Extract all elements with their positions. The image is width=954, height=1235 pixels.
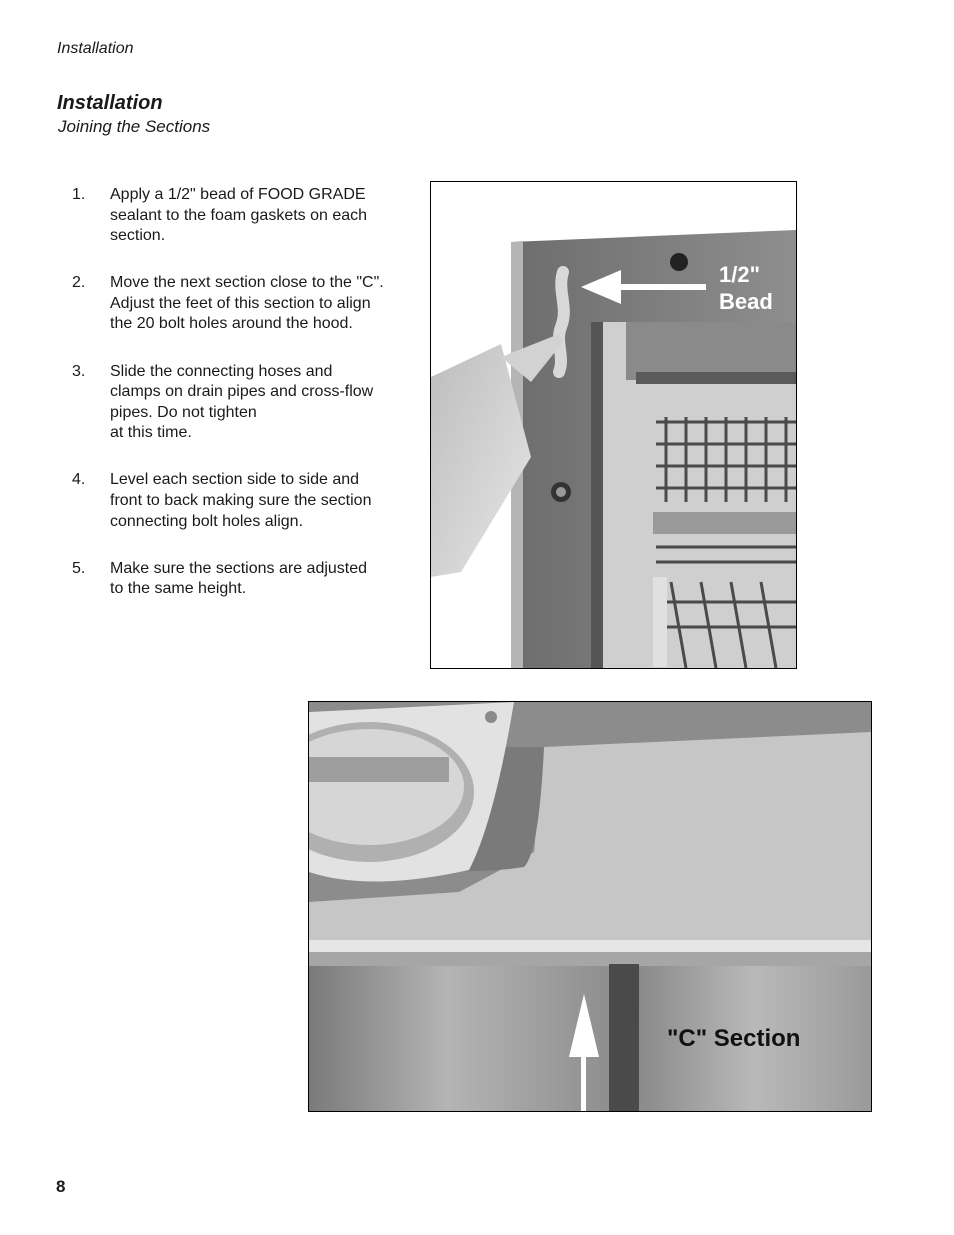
step-number: 5. — [72, 559, 86, 577]
step-number: 1. — [72, 186, 86, 203]
callout-bead-size: 1/2" — [719, 262, 761, 287]
step-item — [72, 185, 412, 247]
step-item — [72, 362, 412, 444]
step-item — [72, 273, 412, 335]
c-section-illustration — [309, 702, 871, 1111]
step-text: Apply a 1/2" bead of FOOD GRADE sealant to the foam gaskets on each section. — [110, 186, 368, 245]
section-title: Installation — [57, 92, 163, 114]
step-text: Level each section side to side and front to back making sure the section connecting bolt holes align. — [110, 471, 372, 530]
step-text: Make sure the sections are adjusted to the same height. — [110, 559, 368, 598]
sealant-bead-illustration — [431, 182, 796, 668]
callout-bead-label: Bead — [719, 289, 773, 314]
step-text: Slide the connecting hoses and clamps on drain pipes and cross-flow pipes. Do not tighten at this time. — [110, 362, 374, 442]
running-header: Installation — [57, 40, 134, 57]
c-section-photo — [308, 701, 872, 1112]
step-text: Move the next section close to the "C". Adjust the feet of this section to align the 20 bolt holes around the hood. — [110, 274, 384, 333]
step-number: 4. — [72, 471, 86, 489]
section-subtitle: Joining the Sections — [58, 117, 211, 136]
sealant-bead-photo — [430, 181, 797, 669]
step-item — [72, 559, 412, 600]
step-number: 3. — [72, 362, 86, 380]
step-number: 2. — [72, 274, 86, 292]
callout-c-section: "C" Section — [667, 1025, 801, 1052]
instruction-steps — [72, 185, 412, 626]
page-number: 8 — [56, 1177, 66, 1196]
step-item — [72, 470, 412, 532]
